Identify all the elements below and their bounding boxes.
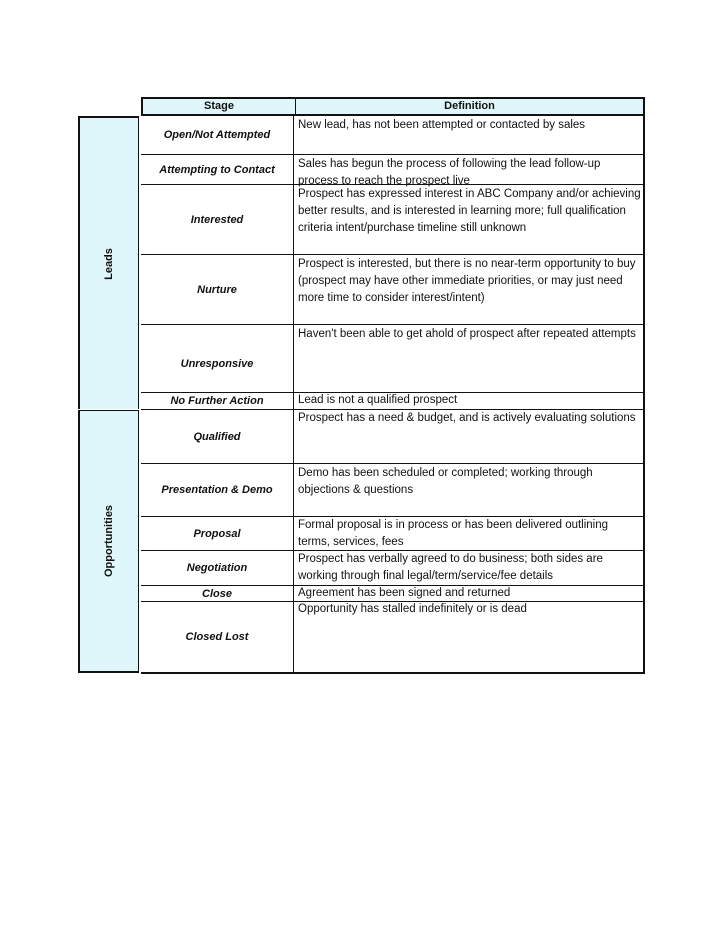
stage-cell: No Further Action [141,393,294,409]
definition-cell: Lead is not a qualified prospect [298,394,458,406]
definition-cell: Prospect has expressed interest in ABC Company and/or achieving better results, and is interested in learning more; full qualification criteria intent/purchase timeline still unknown [298,188,641,234]
group-opportunities [78,410,139,673]
definition-cell: Prospect has verbally agreed to do business; both sides are working through final legal/term/service/fee details [298,553,603,582]
definition-cell: Prospect has a need & budget, and is actively evaluating solutions [298,412,636,424]
definition-cell: Agreement has been signed and returned [298,587,511,599]
stage-cell: Unresponsive [141,325,294,392]
table-row [141,517,645,551]
table-row [141,255,645,325]
group-opportunities-label: Opportunities [103,504,115,578]
table-right-border [643,97,645,674]
definition-cell: Formal proposal is in process or has been delivered outlining terms, services, fees [298,519,609,548]
table-row [141,393,645,410]
table-row [141,325,645,393]
group-leads-label: Leads [103,247,115,280]
stage-cell: Closed Lost [141,602,294,672]
definition-cell: Opportunity has stalled indefinitely or is dead [298,603,527,615]
header-definition: Definition [444,100,495,112]
stage-cell: Attempting to Contact [141,155,294,184]
definition-cell: Prospect is interested, but there is no near-term opportunity to buy (prospect may have other immediate priorities, or may just need more time to consider interest/intent) [298,258,636,304]
table-row [141,116,645,155]
stage-cell: Interested [141,185,294,254]
table-row [141,410,645,464]
stage-cell: Presentation & Demo [141,464,294,516]
table-bottom-border [141,672,645,674]
stage-cell: Close [141,586,294,601]
stage-cell: Negotiation [141,551,294,585]
table-row [141,551,645,586]
stage-cell: Open/Not Attempted [141,116,294,154]
group-leads [78,116,139,409]
table-row [141,602,645,672]
stage-cell: Proposal [141,517,294,550]
table-row [141,464,645,517]
definition-cell: Demo has been scheduled or completed; working through objections & questions [298,467,593,496]
stage-cell: Qualified [141,410,294,463]
definition-cell: New lead, has not been attempted or contacted by sales [298,119,586,131]
table-row [141,586,645,602]
definition-cell: Sales has begun the process of following the lead follow-up process to reach the prospect live [298,158,601,187]
table-row [141,185,645,255]
table-header [141,97,645,116]
header-stage: Stage [143,99,296,114]
table-row [141,155,645,185]
stage-cell: Nurture [141,255,294,324]
definition-cell: Haven't been able to get ahold of prospect after repeated attempts [298,328,636,340]
